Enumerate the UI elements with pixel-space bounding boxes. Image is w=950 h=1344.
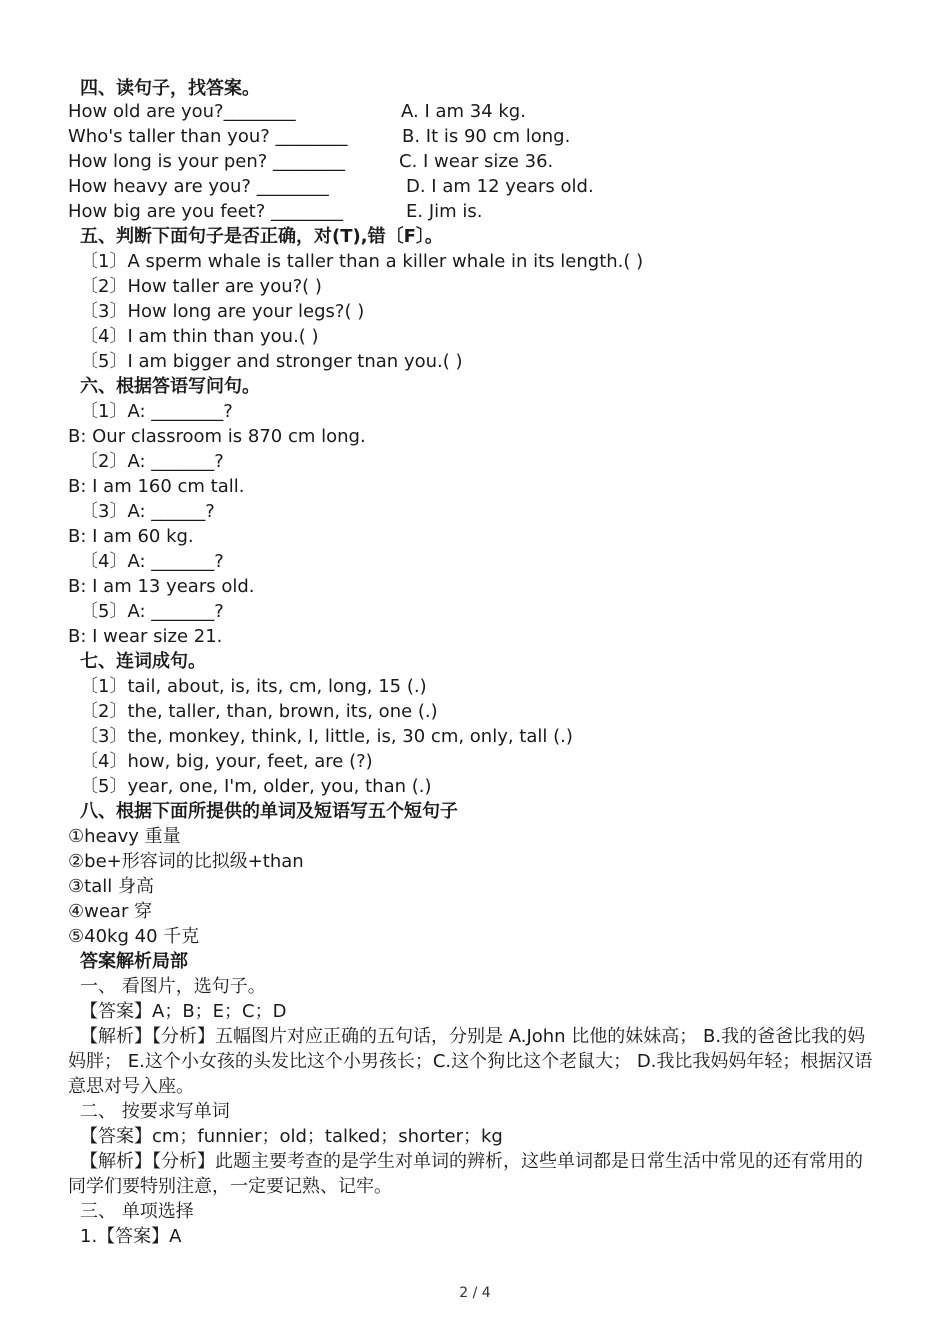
section7-item-4: 〔4〕how, big, your, feet, are (?) (80, 751, 373, 772)
section6-question-3: 〔3〕A: ______? (80, 501, 215, 522)
section6-question-1: 〔1〕A: ________? (80, 401, 233, 422)
section4-question-5: How big are you feet? ________ (68, 201, 344, 222)
answers-s2-answer: 【答案】cm；funnier；old；talked；shorter；kg (80, 1126, 503, 1147)
answers-s1-title: 一、 看图片，选句子。 (80, 976, 266, 997)
section7-title: 七、连词成句。 (80, 651, 206, 672)
answers-s3-title: 三、 单项选择 (80, 1201, 194, 1222)
section8-item-2: ②be+形容词的比拟级+than (68, 851, 304, 872)
section7-item-3: 〔3〕the, monkey, think, I, little, is, 30 cm, only, tall (.) (80, 726, 573, 747)
section6-answer-5: B: I wear size 21. (68, 626, 223, 647)
section4-answer-a: A. I am 34 kg. (401, 101, 526, 122)
answers-s2-title: 二、 按要求写单词 (80, 1101, 230, 1122)
section4-question-4: How heavy are you? ________ (68, 176, 329, 197)
section8-item-1: ①heavy 重量 (68, 826, 181, 847)
section5-item-5: 〔5〕I am bigger and stronger tnan you.( ) (80, 351, 463, 372)
section7-item-5: 〔5〕year, one, I'm, older, you, than (.) (80, 776, 432, 797)
section8-item-5: ⑤40kg 40 千克 (68, 926, 200, 947)
answers-s2-analysis: 【解析】【分析】此题主要考查的是学生对单词的辨析，这些单词都是日常生活中常见的还有常用的同学们要特别注意，一定要记熟、记牢。 (68, 1151, 863, 1197)
section7-item-2: 〔2〕the, taller, than, brown, its, one (.) (80, 701, 438, 722)
section5-item-1: 〔1〕A sperm whale is taller than a killer whale in its length.( ) (80, 251, 644, 272)
section6-answer-3: B: I am 60 kg. (68, 526, 194, 547)
section8-item-3: ③tall 身高 (68, 876, 154, 897)
section5-item-3: 〔3〕How long are your legs?( ) (80, 301, 365, 322)
section4-answer-d: D. I am 12 years old. (406, 176, 594, 197)
section4-answer-c: C. I wear size 36. (399, 151, 554, 172)
section6-answer-1: B: Our classroom is 870 cm long. (68, 426, 366, 447)
answers-title: 答案解析局部 (80, 951, 188, 972)
page-number: 2 / 4 (459, 1285, 491, 1301)
section4-question-2: Who's taller than you? ________ (68, 126, 348, 147)
section6-question-2: 〔2〕A: _______? (80, 451, 224, 472)
section5-item-2: 〔2〕How taller are you?( ) (80, 276, 322, 297)
section8-item-4: ④wear 穿 (68, 901, 153, 922)
answers-s1-answer: 【答案】A；B；E；C；D (80, 1001, 287, 1022)
section4-answer-e: E. Jim is. (406, 201, 483, 222)
section6-answer-4: B: I am 13 years old. (68, 576, 255, 597)
section4-question-3: How long is your pen? ________ (68, 151, 346, 172)
section8-title: 八、根据下面所提供的单词及短语写五个短句子 (80, 801, 458, 822)
answers-s3-first: 1.【答案】A (80, 1226, 182, 1247)
section5-item-4: 〔4〕I am thin than you.( ) (80, 326, 319, 347)
section4-title: 四、读句子，找答案。 (80, 78, 260, 99)
section4-question-1: How old are you?________ (68, 101, 296, 122)
section7-item-1: 〔1〕tail, about, is, its, cm, long, 15 (.) (80, 676, 427, 697)
section5-title: 五、判断下面句子是否正确，对(T),错〔F〕。 (80, 226, 443, 247)
section6-question-5: 〔5〕A: _______? (80, 601, 224, 622)
section4-answer-b: B. It is 90 cm long. (402, 126, 571, 147)
section6-answer-2: B: I am 160 cm tall. (68, 476, 245, 497)
answers-s1-analysis: 【解析】【分析】五幅图片对应正确的五句话，分别是 A.John 比他的妹妹高； B.我的爸爸比我的妈妈胖； E.这个小女孩的头发比这个小男孩长；C.这个狗比这个老鼠大； D.我比我妈妈年轻；根据汉语意思对号入座。 (68, 1026, 873, 1097)
section6-title: 六、根据答语写问句。 (80, 376, 260, 397)
section6-question-4: 〔4〕A: _______? (80, 551, 224, 572)
